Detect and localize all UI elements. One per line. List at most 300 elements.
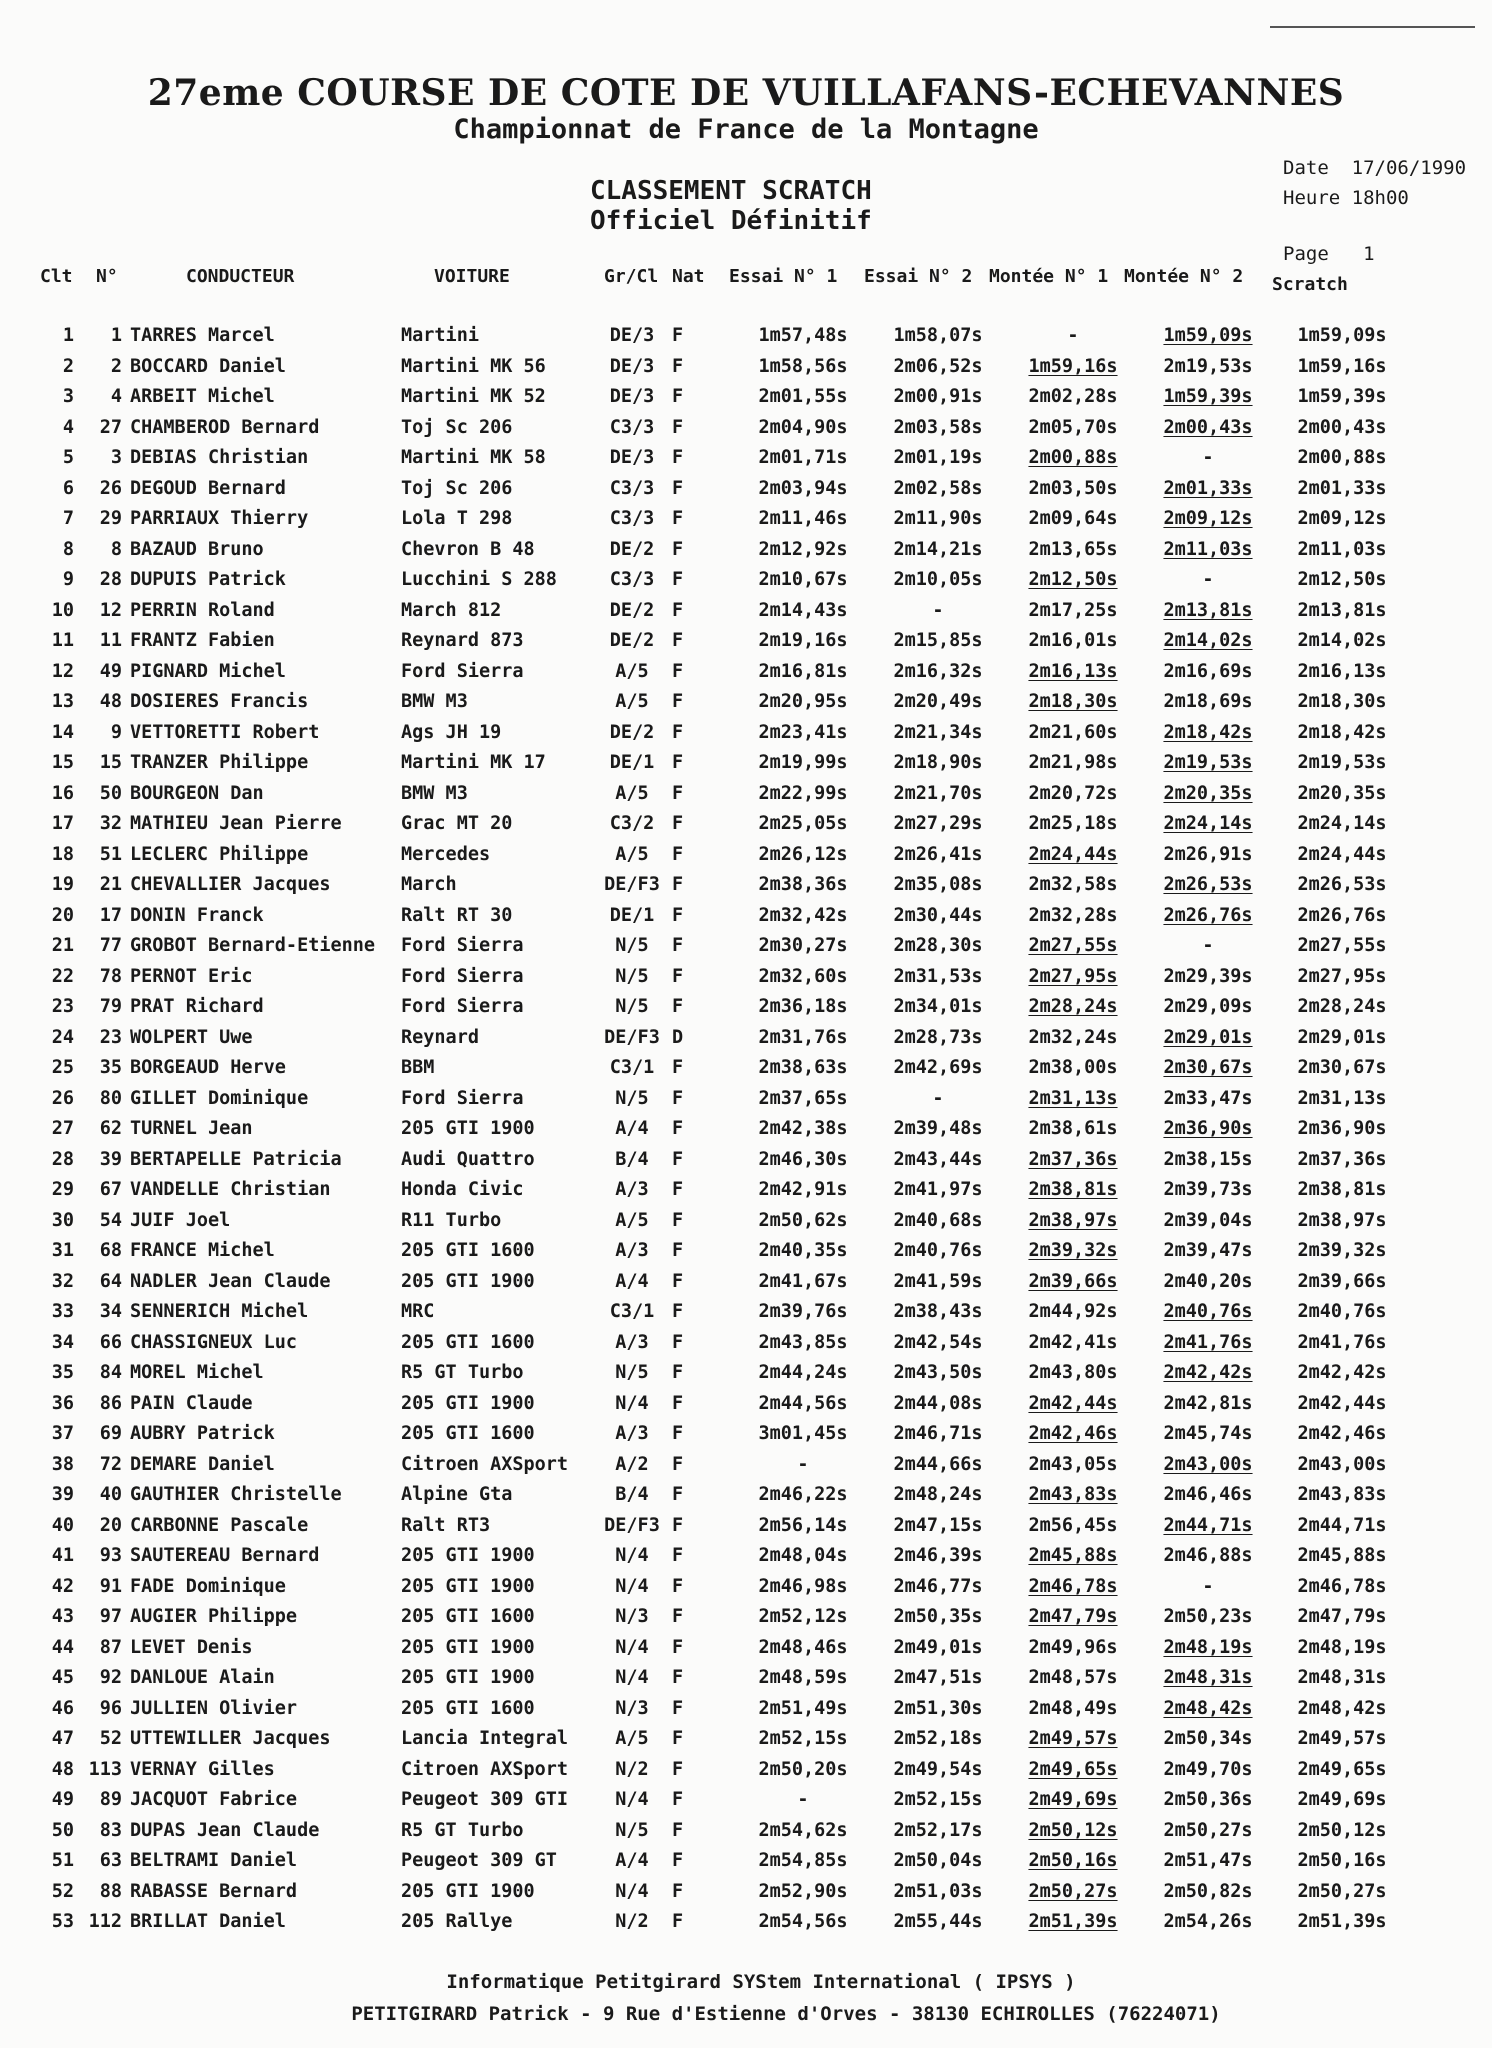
cell-clt: 32 (51, 1270, 74, 1292)
cell-montee-1: 2m42,44s (1028, 1392, 1118, 1414)
cell-essai-1: 2m03,94s (758, 477, 848, 499)
cell-group-class: DE/F3 (604, 874, 660, 895)
cell-clt: 42 (51, 1575, 74, 1597)
cell-group-class: N/4 (615, 1545, 649, 1566)
cell-nationality: F (672, 965, 684, 987)
date-label: Date (1283, 157, 1329, 179)
cell-montee-2: 2m51,47s (1163, 1850, 1253, 1871)
cell-scratch: 2m14,02s (1297, 630, 1387, 651)
cell-driver: TARRES Marcel (130, 325, 275, 346)
cell-clt: 19 (51, 874, 74, 895)
cell-montee-2: 2m50,23s (1163, 1606, 1253, 1627)
cell-nationality: F (672, 447, 684, 468)
cell-scratch: 2m16,13s (1297, 660, 1387, 682)
cell-clt: 25 (51, 1057, 74, 1078)
cell-montee-2: 2m29,01s (1163, 1026, 1253, 1048)
cell-scratch: 2m13,81s (1297, 599, 1387, 621)
cell-clt: 45 (51, 1667, 74, 1688)
cell-montee-2: 2m24,14s (1163, 813, 1253, 834)
cell-group-class: N/4 (615, 1575, 649, 1597)
cell-montee-2: 2m38,15s (1163, 1148, 1253, 1170)
cell-driver: FADE Dominique (130, 1575, 286, 1597)
cell-driver: VANDELLE Christian (130, 1179, 331, 1200)
cell-clt: 2 (62, 355, 74, 377)
table-row (0, 569, 1492, 600)
cell-nationality: F (672, 843, 684, 865)
table-row (0, 600, 1492, 631)
cell-car: MRC (401, 1301, 435, 1322)
cell-montee-2: 2m11,03s (1163, 538, 1253, 560)
cell-number: 50 (99, 782, 122, 804)
cell-group-class: A/5 (615, 660, 649, 682)
cell-driver: CARBONNE Pascale (130, 1514, 309, 1536)
cell-essai-1: 2m31,76s (758, 1026, 848, 1048)
cell-car: Honda Civic (401, 1179, 524, 1200)
cell-nationality: F (672, 1697, 684, 1719)
cell-clt: 30 (51, 1209, 74, 1231)
cell-group-class: A/5 (615, 1728, 649, 1749)
cell-essai-1: 2m30,27s (758, 935, 848, 956)
cell-scratch: 2m49,65s (1297, 1758, 1387, 1780)
cell-essai-2: 2m52,17s (893, 1819, 983, 1841)
cell-group-class: A/5 (615, 782, 649, 804)
cell-number: 92 (99, 1667, 122, 1688)
results-table (0, 325, 1492, 1942)
cell-montee-2: 2m19,53s (1163, 752, 1253, 773)
cell-nationality: F (672, 1240, 684, 1261)
cell-clt: 11 (51, 630, 74, 651)
cell-group-class: N/4 (615, 1636, 649, 1658)
date-line (1283, 153, 1466, 183)
cell-driver: GROBOT Bernard-Etienne (130, 935, 376, 956)
table-row (0, 1057, 1492, 1088)
cell-montee-1: 2m21,98s (1028, 752, 1118, 773)
page-value: 1 (1363, 243, 1375, 265)
cell-driver: BERTAPELLE Patricia (130, 1148, 342, 1170)
cell-group-class: DE/2 (609, 538, 655, 560)
table-row (0, 722, 1492, 753)
cell-scratch: 2m28,24s (1297, 996, 1387, 1017)
cell-group-class: DE/3 (609, 355, 655, 377)
cell-nationality: F (672, 1484, 684, 1505)
cell-clt: 28 (51, 1148, 74, 1170)
cell-nationality: F (672, 1850, 684, 1871)
cell-essai-2: 2m39,48s (893, 1118, 983, 1139)
cell-nationality: F (672, 1636, 684, 1658)
col-header-number: N° (96, 266, 118, 287)
table-row (0, 417, 1492, 448)
cell-number: 40 (99, 1484, 122, 1505)
cell-car: 205 GTI 1900 (401, 1118, 535, 1139)
cell-car: Reynard (401, 1026, 479, 1048)
cell-essai-2: 2m41,59s (893, 1270, 983, 1292)
cell-driver: DUPUIS Patrick (130, 569, 286, 590)
cell-number: 72 (99, 1453, 122, 1475)
table-row (0, 630, 1492, 661)
cell-driver: BAZAUD Bruno (130, 538, 264, 560)
cell-essai-1: 2m26,12s (758, 843, 848, 865)
cell-essai-2: 2m14,21s (893, 538, 983, 560)
cell-driver: CHAMBEROD Bernard (130, 416, 320, 438)
cell-essai-2: 2m44,66s (893, 1453, 983, 1475)
cell-montee-1: 2m49,96s (1028, 1636, 1118, 1658)
cell-driver: TURNEL Jean (130, 1118, 253, 1139)
cell-nationality: F (672, 935, 684, 956)
cell-nationality: F (672, 538, 684, 560)
cell-driver: BOCCARD Daniel (130, 355, 286, 377)
cell-driver: GAUTHIER Christelle (130, 1484, 342, 1505)
cell-number: 3 (110, 447, 122, 468)
cell-number: 39 (99, 1148, 122, 1170)
cell-montee-1: 2m24,44s (1028, 843, 1118, 865)
cell-car: Ford Sierra (401, 935, 524, 956)
cell-scratch: 2m37,36s (1297, 1148, 1387, 1170)
table-row (0, 752, 1492, 783)
cell-clt: 7 (62, 508, 74, 529)
cell-number: 64 (99, 1270, 122, 1292)
cell-nationality: F (672, 1911, 684, 1932)
cell-essai-1: 2m25,05s (758, 813, 848, 834)
cell-essai-1: 2m32,42s (758, 904, 848, 926)
cell-driver: LECLERC Philippe (130, 843, 309, 865)
cell-group-class: A/5 (615, 691, 649, 712)
cell-essai-1: 2m41,67s (758, 1270, 848, 1292)
cell-nationality: F (672, 904, 684, 926)
cell-driver: DEMARE Daniel (130, 1453, 275, 1475)
table-row (0, 1789, 1492, 1820)
cell-montee-2: 2m50,27s (1163, 1819, 1253, 1841)
cell-car: 205 GTI 1900 (401, 1880, 535, 1902)
cell-montee-2: 2m50,34s (1163, 1728, 1253, 1749)
cell-group-class: N/4 (615, 1789, 649, 1810)
cell-essai-1: 2m50,20s (758, 1758, 848, 1780)
cell-montee-1: 2m38,81s (1028, 1179, 1118, 1200)
cell-scratch: 2m39,66s (1297, 1270, 1387, 1292)
cell-car: Toj Sc 206 (401, 416, 513, 438)
table-row (0, 1911, 1492, 1942)
cell-nationality: F (672, 1392, 684, 1414)
table-row (0, 1515, 1492, 1546)
cell-car: Grac MT 20 (401, 813, 513, 834)
cell-number: 48 (99, 691, 122, 712)
cell-montee-1: 2m50,16s (1028, 1850, 1118, 1871)
cell-montee-1: 2m42,41s (1028, 1331, 1118, 1353)
cell-number: 66 (99, 1331, 122, 1353)
table-row (0, 1576, 1492, 1607)
cell-car: Ford Sierra (401, 660, 524, 682)
cell-scratch: 2m09,12s (1297, 508, 1387, 529)
cell-nationality: F (672, 477, 684, 499)
cell-montee-1: 2m28,24s (1028, 996, 1118, 1017)
cell-clt: 36 (51, 1392, 74, 1414)
cell-essai-2: 2m27,29s (893, 813, 983, 834)
cell-number: 2 (110, 355, 122, 377)
cell-essai-2: - (932, 599, 944, 621)
cell-montee-2: 2m42,81s (1163, 1392, 1253, 1414)
cell-montee-1: 2m49,69s (1028, 1789, 1118, 1810)
cell-clt: 44 (51, 1636, 74, 1658)
cell-clt: 40 (51, 1514, 74, 1536)
cell-nationality: F (672, 660, 684, 682)
cell-nationality: F (672, 1880, 684, 1902)
cell-montee-1: 2m31,13s (1028, 1087, 1118, 1109)
cell-montee-2: 2m30,67s (1163, 1057, 1253, 1078)
cell-montee-2: 2m48,42s (1163, 1697, 1253, 1719)
cell-clt: 37 (51, 1423, 74, 1444)
cell-driver: GILLET Dominique (130, 1087, 309, 1109)
cell-essai-1: 2m43,85s (758, 1331, 848, 1353)
event-title: 27eme COURSE DE COTE DE VUILLAFANS-ECHEVANNES (147, 72, 1345, 114)
cell-nationality: F (672, 1667, 684, 1688)
cell-number: 78 (99, 965, 122, 987)
cell-group-class: C3/3 (609, 416, 655, 438)
cell-scratch: 2m20,35s (1297, 782, 1387, 804)
cell-nationality: F (672, 1514, 684, 1536)
date-block (1283, 153, 1466, 213)
cell-essai-1: 2m32,60s (758, 965, 848, 987)
cell-number: 87 (99, 1636, 122, 1658)
cell-group-class: N/5 (615, 1819, 649, 1841)
cell-essai-1: 2m38,63s (758, 1057, 848, 1078)
cell-montee-2: 2m40,76s (1163, 1301, 1253, 1322)
cell-group-class: N/5 (615, 965, 649, 987)
cell-scratch: 2m00,88s (1297, 447, 1387, 468)
cell-clt: 53 (51, 1911, 74, 1932)
table-row (0, 1759, 1492, 1790)
cell-car: 205 GTI 1600 (401, 1240, 535, 1261)
cell-driver: RABASSE Bernard (130, 1880, 298, 1902)
cell-scratch: 2m36,90s (1297, 1118, 1387, 1139)
cell-essai-1: 2m52,12s (758, 1606, 848, 1627)
cell-essai-2: 2m44,08s (893, 1392, 983, 1414)
cell-montee-1: 2m27,55s (1028, 935, 1118, 956)
cell-car: Martini (401, 325, 479, 346)
cell-number: 11 (99, 630, 122, 651)
cell-number: 63 (99, 1850, 122, 1871)
cell-montee-1: 2m38,97s (1028, 1209, 1118, 1231)
cell-montee-2: 2m36,90s (1163, 1118, 1253, 1139)
classement-line-1: CLASSEMENT SCRATCH (590, 176, 872, 206)
cell-essai-1: - (797, 1789, 809, 1810)
cell-driver: PERNOT Eric (130, 965, 253, 987)
cell-driver: BOURGEON Dan (130, 782, 264, 804)
cell-montee-2: 2m14,02s (1163, 630, 1253, 651)
cell-scratch: 1m59,09s (1297, 325, 1387, 346)
cell-scratch: 2m11,03s (1297, 538, 1387, 560)
cell-number: 27 (99, 416, 122, 438)
cell-montee-1: 2m43,83s (1028, 1484, 1118, 1505)
cell-car: Mercedes (401, 843, 491, 865)
table-row (0, 905, 1492, 936)
cell-essai-2: 2m51,03s (893, 1880, 983, 1902)
cell-montee-1: 2m43,80s (1028, 1362, 1118, 1383)
cell-number: 86 (99, 1392, 122, 1414)
cell-montee-1: 2m37,36s (1028, 1148, 1118, 1170)
cell-car: Peugeot 309 GT (401, 1850, 557, 1871)
cell-driver: BORGEAUD Herve (130, 1057, 286, 1078)
table-row (0, 1637, 1492, 1668)
col-header-scratch: Scratch (1272, 274, 1348, 295)
cell-scratch: 2m38,81s (1297, 1179, 1387, 1200)
cell-driver: DONIN Franck (130, 904, 264, 926)
cell-driver: PRAT Richard (130, 996, 264, 1017)
cell-group-class: N/5 (615, 1362, 649, 1383)
cell-essai-1: 2m38,36s (758, 874, 848, 895)
cell-essai-2: 1m58,07s (893, 325, 983, 346)
cell-montee-1: 2m32,28s (1028, 904, 1118, 926)
table-row (0, 1118, 1492, 1149)
cell-essai-2: 2m51,30s (893, 1697, 983, 1719)
cell-essai-2: 2m28,73s (893, 1026, 983, 1048)
cell-nationality: F (672, 1118, 684, 1139)
cell-essai-2: 2m00,91s (893, 386, 983, 407)
col-header-montee-2: Montée N° 2 (1124, 266, 1244, 287)
cell-essai-2: - (932, 1087, 944, 1109)
cell-nationality: F (672, 1179, 684, 1200)
cell-driver: ARBEIT Michel (130, 386, 275, 407)
cell-scratch: 2m50,16s (1297, 1850, 1387, 1871)
cell-essai-2: 2m49,01s (893, 1636, 983, 1658)
cell-driver: PARRIAUX Thierry (130, 508, 309, 529)
cell-essai-2: 2m42,69s (893, 1057, 983, 1078)
cell-driver: LEVET Denis (130, 1636, 253, 1658)
cell-scratch: 2m50,27s (1297, 1880, 1387, 1902)
cell-car: Ags JH 19 (401, 721, 502, 743)
cell-group-class: A/4 (615, 1118, 649, 1139)
cell-nationality: F (672, 691, 684, 712)
cell-clt: 15 (51, 752, 74, 773)
cell-number: 113 (88, 1758, 122, 1780)
cell-montee-1: 2m16,13s (1028, 660, 1118, 682)
cell-nationality: F (672, 1758, 684, 1780)
cell-car: 205 Rallye (401, 1911, 513, 1932)
cell-group-class: N/4 (615, 1667, 649, 1688)
cell-number: 77 (99, 935, 122, 956)
cell-clt: 22 (51, 965, 74, 987)
cell-number: 20 (99, 1514, 122, 1536)
cell-montee-2: 2m29,09s (1163, 996, 1253, 1017)
cell-car: 205 GTI 1900 (401, 1636, 535, 1658)
cell-clt: 50 (51, 1819, 74, 1841)
cell-essai-2: 2m38,43s (893, 1301, 983, 1322)
cell-scratch: 2m31,13s (1297, 1087, 1387, 1109)
cell-driver: FRANTZ Fabien (130, 630, 275, 651)
cell-nationality: F (672, 782, 684, 804)
cell-number: 34 (99, 1301, 122, 1322)
cell-essai-2: 2m34,01s (893, 996, 983, 1017)
cell-montee-2: 2m39,73s (1163, 1179, 1253, 1200)
cell-group-class: N/3 (615, 1606, 649, 1627)
cell-driver: TRANZER Philippe (130, 752, 309, 773)
cell-essai-1: 2m50,62s (758, 1209, 848, 1231)
cell-car: Ford Sierra (401, 1087, 524, 1109)
cell-essai-1: 2m14,43s (758, 599, 848, 621)
cell-clt: 1 (62, 325, 74, 346)
cell-montee-1: 2m25,18s (1028, 813, 1118, 834)
cell-scratch: 2m01,33s (1297, 477, 1387, 499)
cell-driver: DUPAS Jean Claude (130, 1819, 320, 1841)
cell-montee-1: 2m17,25s (1028, 599, 1118, 621)
cell-montee-1: 2m18,30s (1028, 691, 1118, 712)
cell-number: 79 (99, 996, 122, 1017)
cell-nationality: F (672, 355, 684, 377)
cell-group-class: A/3 (615, 1179, 649, 1200)
cell-montee-2: 2m46,46s (1163, 1484, 1253, 1505)
table-row (0, 356, 1492, 387)
cell-car: 205 GTI 1900 (401, 1545, 535, 1566)
cell-driver: DANLOUE Alain (130, 1667, 275, 1688)
cell-car: R5 GT Turbo (401, 1819, 524, 1841)
cell-number: 49 (99, 660, 122, 682)
cell-driver: VERNAY Gilles (130, 1758, 275, 1780)
cell-car: Chevron B 48 (401, 538, 535, 560)
cell-driver: MOREL Michel (130, 1362, 264, 1383)
cell-essai-1: 2m48,04s (758, 1545, 848, 1566)
cell-number: 9 (110, 721, 122, 743)
cell-montee-2: - (1202, 935, 1214, 956)
cell-clt: 39 (51, 1484, 74, 1505)
cell-scratch: 2m27,55s (1297, 935, 1387, 956)
cell-group-class: A/5 (615, 1209, 649, 1231)
cell-clt: 8 (62, 538, 74, 560)
cell-driver: DEGOUD Bernard (130, 477, 286, 499)
cell-montee-2: 2m09,12s (1163, 508, 1253, 529)
hour-value: 18h00 (1351, 187, 1409, 209)
cell-nationality: F (672, 325, 684, 346)
cell-group-class: A/4 (615, 1850, 649, 1871)
table-row (0, 813, 1492, 844)
col-header-group-class: Gr/Cl (604, 266, 659, 287)
cell-group-class: N/4 (615, 1880, 649, 1902)
cell-clt: 10 (51, 599, 74, 621)
cell-montee-1: 2m44,92s (1028, 1301, 1118, 1322)
cell-scratch: 2m49,69s (1297, 1789, 1387, 1810)
cell-scratch: 2m47,79s (1297, 1606, 1387, 1627)
cell-car: R11 Turbo (401, 1209, 502, 1231)
cell-scratch: 2m46,78s (1297, 1575, 1387, 1597)
cell-montee-1: 2m21,60s (1028, 721, 1118, 743)
cell-essai-1: 2m42,38s (758, 1118, 848, 1139)
cell-nationality: F (672, 1575, 684, 1597)
cell-group-class: N/2 (615, 1911, 649, 1932)
cell-nationality: F (672, 1453, 684, 1475)
table-row (0, 1454, 1492, 1485)
cell-driver: SENNERICH Michel (130, 1301, 309, 1322)
table-row (0, 1667, 1492, 1698)
cell-montee-1: 2m51,39s (1028, 1911, 1118, 1932)
cell-montee-1: 2m47,79s (1028, 1606, 1118, 1627)
table-row (0, 996, 1492, 1027)
cell-scratch: 2m26,76s (1297, 904, 1387, 926)
cell-essai-1: 2m04,90s (758, 416, 848, 438)
cell-group-class: N/2 (615, 1758, 649, 1780)
cell-clt: 24 (51, 1026, 74, 1048)
cell-car: Alpine Gta (401, 1484, 513, 1505)
cell-montee-2: 2m50,82s (1163, 1880, 1253, 1902)
cell-nationality: F (672, 508, 684, 529)
cell-clt: 48 (51, 1758, 74, 1780)
cell-driver: WOLPERT Uwe (130, 1026, 253, 1048)
cell-group-class: C3/2 (609, 813, 655, 834)
cell-car: Martini MK 58 (401, 447, 546, 468)
table-row (0, 844, 1492, 875)
cell-nationality: F (672, 416, 684, 438)
table-row (0, 1088, 1492, 1119)
cell-driver: DEBIAS Christian (130, 447, 309, 468)
cell-essai-1: 2m54,85s (758, 1850, 848, 1871)
cell-driver: NADLER Jean Claude (130, 1270, 331, 1292)
cell-clt: 31 (51, 1240, 74, 1261)
